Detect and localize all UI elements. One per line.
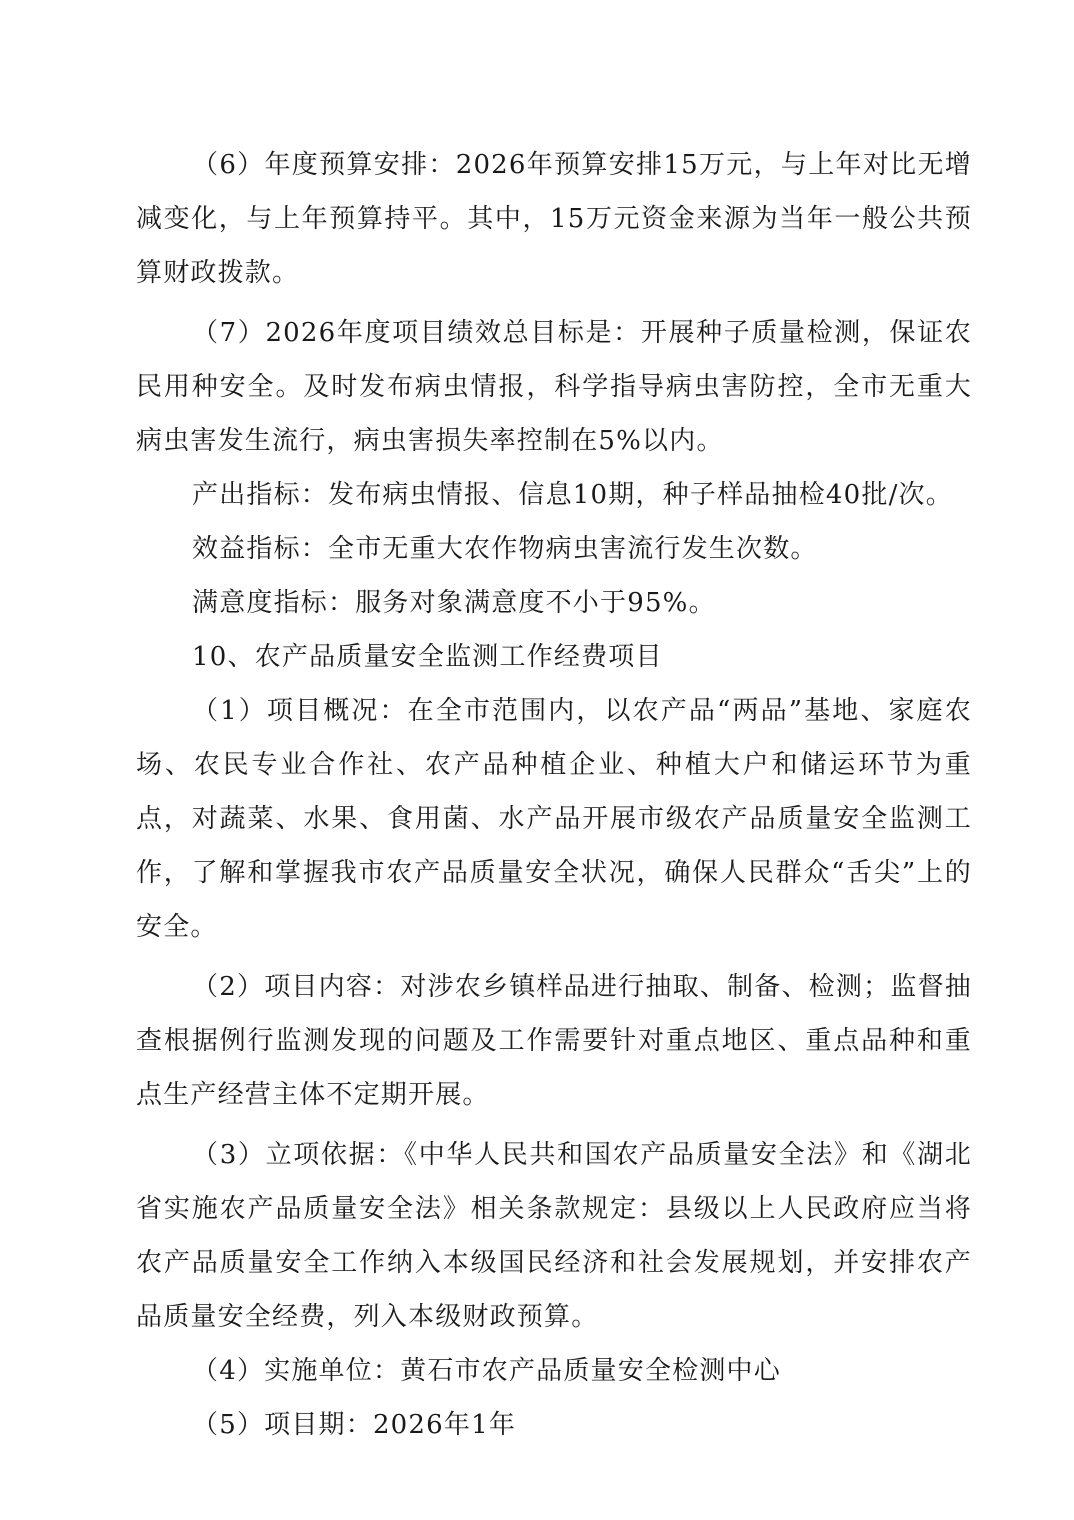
paragraph-implementing-unit: （4）实施单位：黄石市农产品质量安全检测中心 [192, 1356, 781, 1386]
paragraph-satisfaction-indicator: 满意度指标：服务对象满意度不小于95%。 [192, 588, 716, 618]
paragraph-project-basis: （3）立项依据：《中华人民共和国农产品质量安全法》和《湖北省实施农产品质量安全法》相关条款规定：县级以上人民政府应当将农产品质量安全工作纳入本级国民经济和社会发展规划，并安排农产品质量安全经费，列入本级财政预算。 [136, 1140, 972, 1332]
document-page [136, 138, 972, 1452]
paragraph-benefit-indicator: 效益指标：全市无重大农作物病虫害流行发生次数。 [192, 534, 818, 564]
paragraph-output-indicator: 产出指标：发布病虫情报、信息10期，种子样品抽检40批/次。 [192, 480, 953, 510]
section-heading-item-10: 10、农产品质量安全监测工作经费项目 [192, 642, 663, 672]
paragraph-project-overview: （1）项目概况：在全市范围内，以农产品“两品”基地、家庭农场、农民专业合作社、农产品种植企业、种植大户和储运环节为重点，对蔬菜、水果、食用菌、水产品开展市级农产品质量安全监测工作，了解和掌握我市农产品质量安全状况，确保人民群众“舌尖”上的安全。 [136, 696, 972, 942]
paragraph-project-content: （2）项目内容：对涉农乡镇样品进行抽取、制备、检测；监督抽查根据例行监测发现的问题及工作需要针对重点地区、重点品种和重点生产经营主体不定期开展。 [136, 972, 972, 1110]
paragraph-performance-goal: （7）2026年度项目绩效总目标是：开展种子质量检测，保证农民用种安全。及时发布病虫情报，科学指导病虫害防控，全市无重大病虫害发生流行，病虫害损失率控制在5%以内。 [136, 318, 972, 456]
paragraph-annual-budget: （6）年度预算安排：2026年预算安排15万元，与上年对比无增减变化，与上年预算持平。其中，15万元资金来源为当年一般公共预算财政拨款。 [136, 150, 972, 288]
paragraph-project-period: （5）项目期：2026年1年 [192, 1410, 517, 1440]
